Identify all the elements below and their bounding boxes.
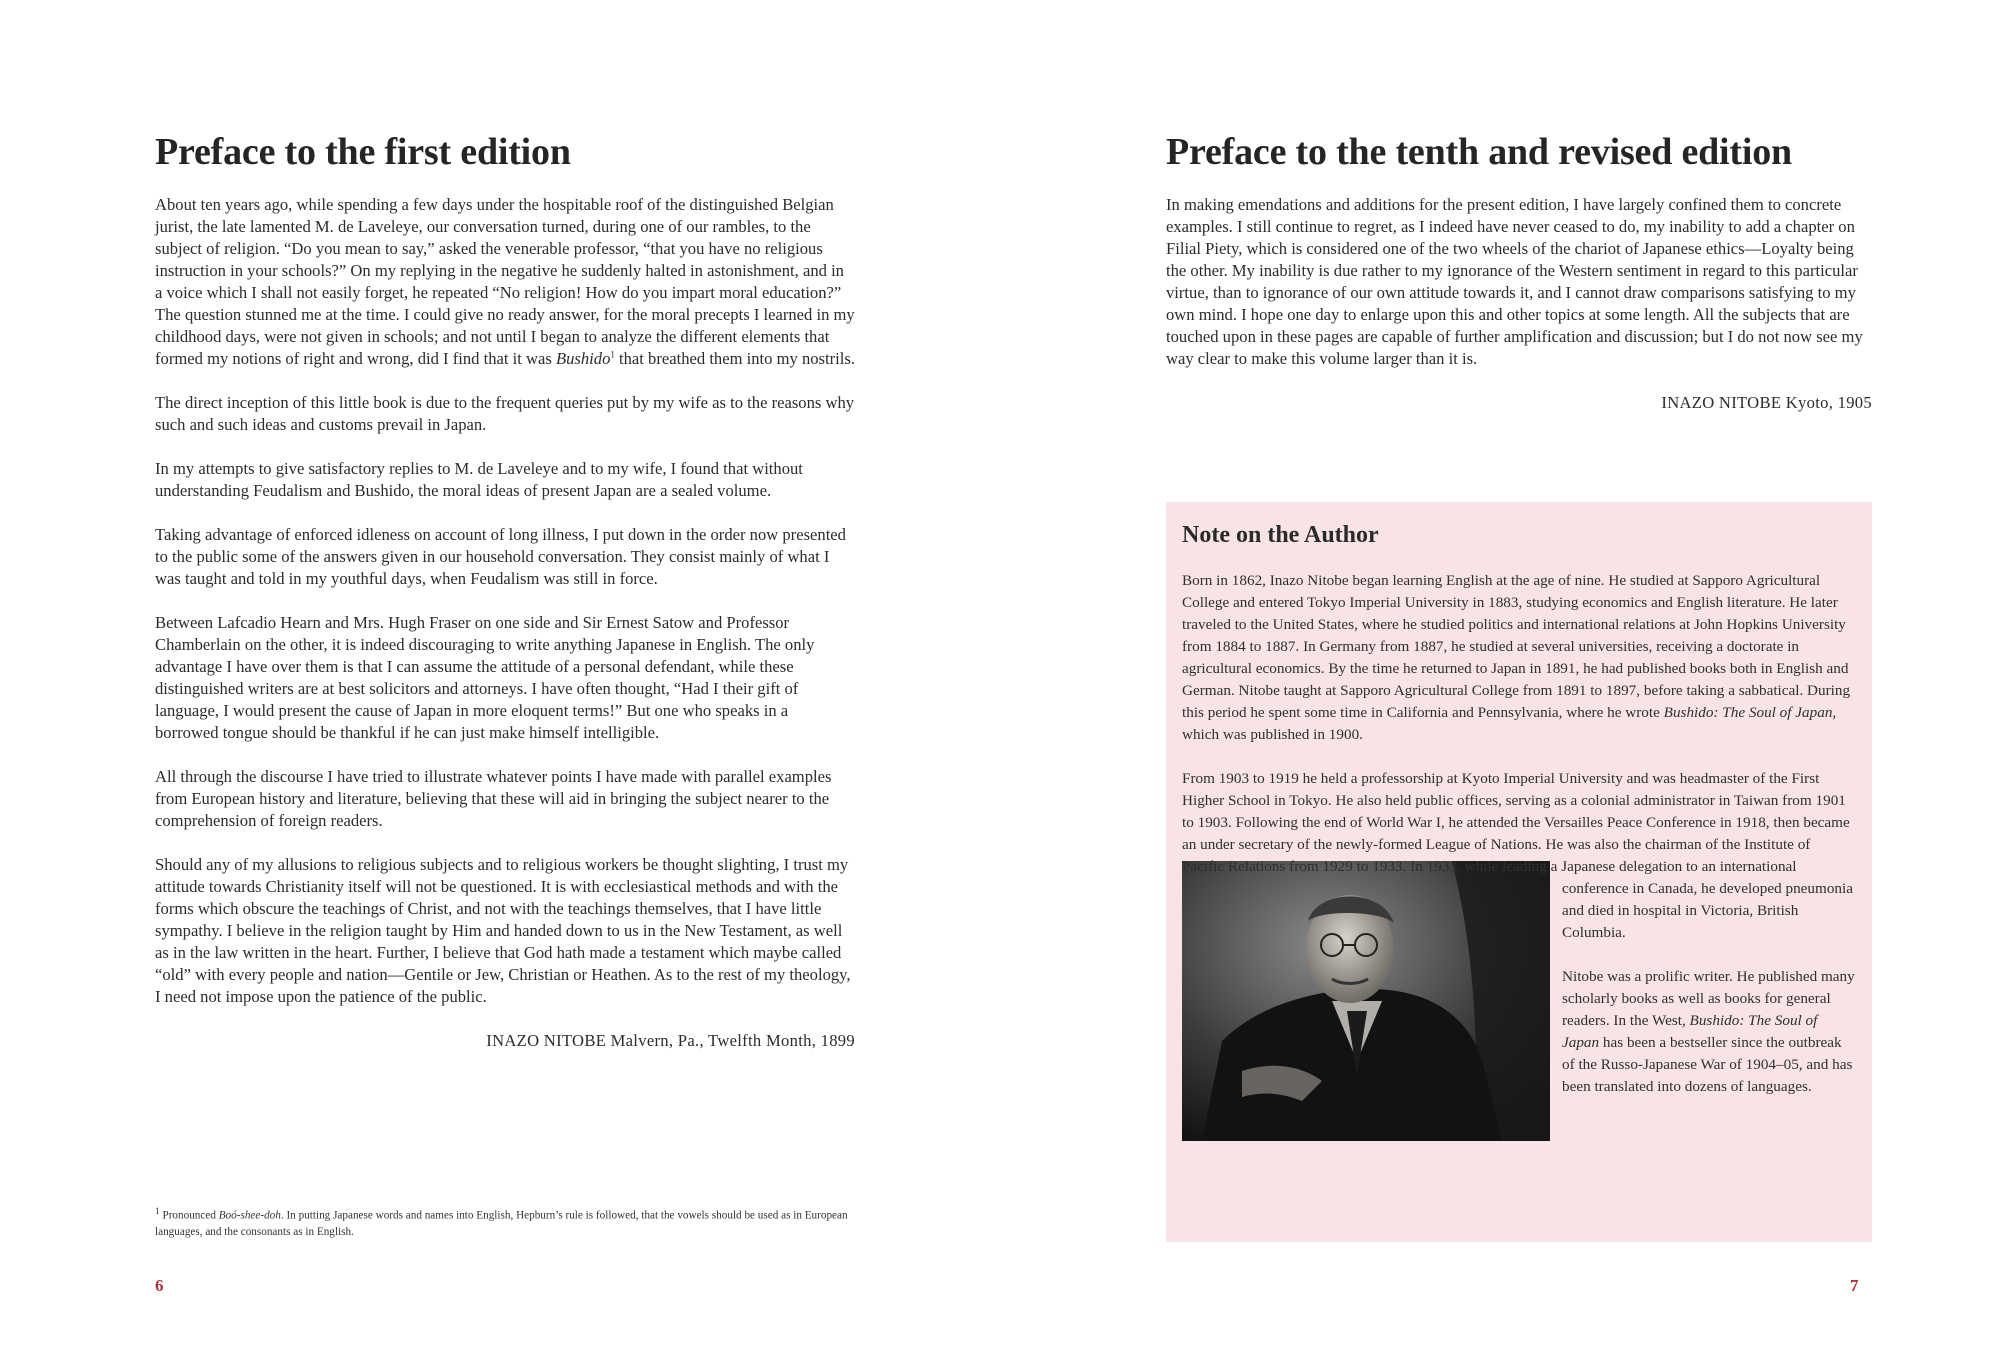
paragraph: Should any of my allusions to religious subjects and to religious workers be thought slighting, I trust my attitude towards Christianity itself will not be questioned. It is with ecclesiastical methods and with the forms which obscure the teachings of Christ, and not with the teachings themselves, that I have little sympathy. I believe in the religion taught by Him and handed down to us in the New Testament, as well as in the law written in the heart. Further, I believe that God hath made a testament which maybe called “old” with every people and nation—Gentile or Jew, Christian or Heathen. As to the rest of my theology, I need not impose upon the patience of the public.: [155, 855, 851, 1006]
page-title: Preface to the tenth and revised edition: [1166, 131, 1792, 173]
paragraph: Born in 1862, Inazo Nitobe began learning English at the age of nine. He studied at Sapporo Agricultural College and entered Tokyo Imperial University in 1883, studying economics and English literature. He later traveled to the United States, where he studied politics and international relations at John Hopkins University from 1884 to 1887. In Germany from 1887, he studied at several universities, receiving a doctorate in agricultural economics. By the time he returned to Japan in 1891, he had published books both in English and German. Nitobe taught at Sapporo Agricultural College from 1891 to 1897, before taking a sabbatical. During this period he spent some time in California and Pennsylvania, where he wrote Bushido: The Soul of Japan, which was published in 1900.: [1182, 572, 1851, 743]
paragraph: About ten years ago, while spending a few days under the hospitable roof of the distinguished Belgian jurist, the late lamented M. de Laveleye, our conversation turned, during one of our rambles, to the subject of religion. “Do you mean to say,” asked the venerable professor, “that you have no religious instruction in your schools?” On my replying in the negative he suddenly halted in astonishment, and in a voice which I shall not easily forget, he repeated “No religion! How do you impart moral education?” The question stunned me at the time. I could give no ready answer, for the moral precepts I learned in my childhood days, were not given in schools; and not until I began to analyze the different elements that formed my notions of right and wrong, did I find that it was Bushido$^1$ that breathed them into my nostrils.: [155, 195, 855, 368]
preface-tenth-edition-text: [1166, 194, 1872, 436]
signature: INAZO NITOBE Malvern, Pa., Twelfth Month, 1899: [486, 1031, 855, 1050]
note-text: [1182, 570, 1856, 1145]
footnote-ref[interactable]: 1: [610, 349, 615, 360]
paragraph: Nitobe was a prolific writer. He published many scholarly books as well as books for general readers. In the West, Bushido: The Soul of Japan has been a bestseller since the outbreak of the Russo-Japanese War of 1904–05, and has been translated into dozens of languages.: [1562, 968, 1855, 1095]
paragraph: Between Lafcadio Hearn and Mrs. Hugh Fraser on one side and Sir Ernest Satow and Professor Chamberlain on the other, it is indeed discouraging to write anything Japanese in English. The only advantage I have over them is that I can assume the attitude of a personal defendant, while these distinguished writers are at best solicitors and attorneys. I have often thought, “Had I their gift of language, I would present the cause of Japan in more eloquent terms!” But one who speaks in a borrowed tongue should be thankful if he can just make himself intelligible.: [155, 613, 815, 742]
author-note-box: [1166, 502, 1872, 1242]
paragraph: The direct inception of this little book is due to the frequent queries put by my wife as to the reasons why such and such ideas and customs prevail in Japan.: [155, 393, 855, 434]
author-photo: [1182, 861, 1550, 1141]
bushido-term: Bushido: [555, 349, 611, 368]
note-title: Note on the Author: [1182, 522, 1379, 548]
paragraph: All through the discourse I have tried to illustrate whatever points I have made with parallel examples from European history and literature, believing that these will aid in bringing the subject nearer to the comprehension of foreign readers.: [155, 767, 832, 830]
page-number: 7: [1850, 1276, 1859, 1295]
paragraph: Taking advantage of enforced idleness on account of long illness, I put down in the order now presented to the public some of the answers given in our household conversation. They consist mainly of what I was taught and told in my youthful days, when Feudalism was still in force.: [155, 525, 846, 588]
paragraph: In making emendations and additions for the present edition, I have largely confined them to concrete examples. I still continue to regret, as I indeed have never ceased to do, my inability to add a chapter on Filial Piety, which is considered one of the two wheels of the chariot of Japanese ethics—Loyalty being the other. My inability is due rather to my ignorance of the Western sentiment in regard to this particular virtue, than to ignorance of our own attitude towards it, and I cannot draw comparisons satisfying to my own mind. I hope one day to enlarge upon this and other topics at some length. All the subjects that are touched upon in these pages are capable of further amplification and discussion; but I do not now see my way clear to make this volume larger than it is.: [1166, 195, 1863, 368]
footnote: $^1$ Pronounced Boó-shee-doh. In putting Japanese words and names into English, Hepburn’s rule is followed, that the vowels should be used as in European languages, and the consonants as in English.: [155, 1207, 848, 1238]
paragraph: In my attempts to give satisfactory replies to M. de Laveleye and to my wife, I found that without understanding Feudalism and Bushido, the moral ideas of present Japan are a sealed volume.: [155, 459, 803, 500]
preface-first-edition-text: [155, 194, 855, 1074]
signature: INAZO NITOBE Kyoto, 1905: [1661, 393, 1872, 412]
paragraph: From 1903 to 1919 he held a professorship at Kyoto Imperial University and was headmaster of the First Higher School in Tokyo. He also held public offices, serving as a colonial administrator in Taiwan from 1901 to 1903. Following the end of World War I, he attended the Versailles Peace Conference in 1918, then became an under secretary of the newly-formed League of Nations. He was also the chairman of the Institute of Pacific Relations from 1929 to 1933. In 1933, while leading a Japanese delegation to an international conference in Canada, he developed pneumonia and died in hospital in Victoria, British Columbia.: [1182, 768, 1856, 944]
page-number: 6: [155, 1276, 164, 1295]
footnote-mark: 1: [155, 1207, 160, 1217]
right-page: [1000, 0, 2000, 1353]
portrait-image: [1182, 861, 1550, 1141]
page-title: Preface to the first edition: [155, 131, 571, 173]
